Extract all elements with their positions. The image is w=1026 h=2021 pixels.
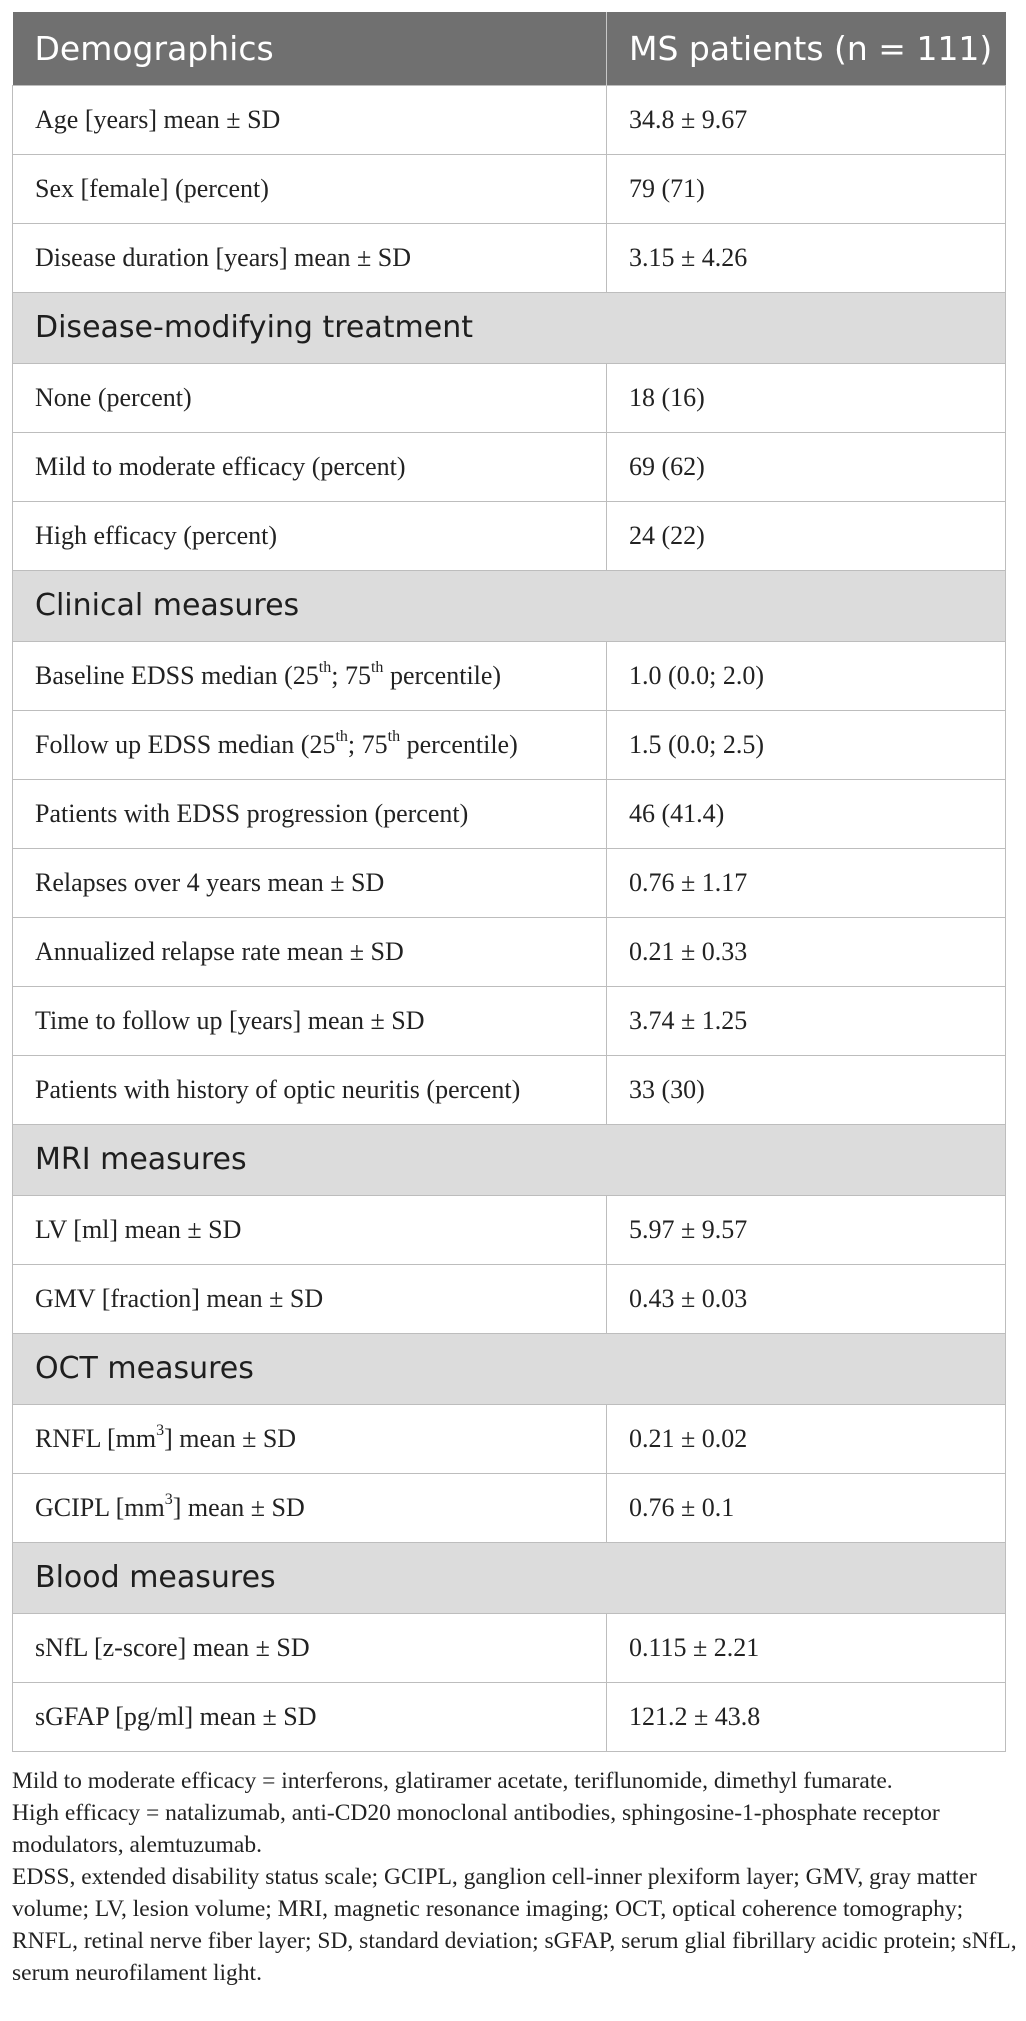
label-text: percentile) [400, 729, 518, 759]
row-label: Mild to moderate efficacy (percent) [13, 432, 607, 501]
superscript: th [318, 658, 332, 676]
label-text: ; 75 [347, 729, 388, 759]
row-value: 34.8 ± 9.67 [607, 85, 1006, 154]
row-value: 5.97 ± 9.57 [607, 1195, 1006, 1264]
table-row [13, 1264, 1006, 1333]
row-label: sNfL [z-score] mean ± SD [13, 1613, 607, 1682]
row-value: 3.74 ± 1.25 [607, 986, 1006, 1055]
table-row [13, 1404, 1006, 1473]
section-header-row [13, 1124, 1006, 1195]
row-label: Relapses over 4 years mean ± SD [13, 848, 607, 917]
table-row [13, 1613, 1006, 1682]
row-label [13, 641, 607, 710]
section-header-row [13, 570, 1006, 641]
table-row [13, 1055, 1006, 1124]
row-value: 46 (41.4) [607, 779, 1006, 848]
row-label: Time to follow up [years] mean ± SD [13, 986, 607, 1055]
label-text: ] mean ± SD [172, 1492, 305, 1522]
row-label: LV [ml] mean ± SD [13, 1195, 607, 1264]
label-text: GCIPL [mm [35, 1492, 165, 1522]
row-value: 79 (71) [607, 154, 1006, 223]
superscript: 3 [164, 1490, 173, 1508]
row-label [13, 1404, 607, 1473]
table-row [13, 848, 1006, 917]
row-label: Patients with history of optic neuritis (percent) [13, 1055, 607, 1124]
row-label: sGFAP [pg/ml] mean ± SD [13, 1682, 607, 1751]
table-row [13, 710, 1006, 779]
table-row [13, 1682, 1006, 1751]
header-demographics: Demographics [13, 12, 607, 85]
row-value: 1.0 (0.0; 2.0) [607, 641, 1006, 710]
row-value: 0.43 ± 0.03 [607, 1264, 1006, 1333]
footnote: EDSS, extended disability status scale; GCIPL, ganglion cell-inner plexiform layer; GMV, gray matter volume; LV, lesion volume; MRI, magnetic resonance imaging; OCT, optical coherence tomography; RNFL, retinal nerve fiber layer; SD, standard deviation; sGFAP, serum glial fibrillary acidic protein; sNfL, serum neurofilament light. [12, 1864, 1017, 1986]
section-label: Blood measures [13, 1542, 1006, 1613]
row-value: 0.115 ± 2.21 [607, 1613, 1006, 1682]
row-label [13, 710, 607, 779]
row-label: Sex [female] (percent) [13, 154, 607, 223]
label-text: Follow up EDSS median (25 [35, 729, 336, 759]
section-header-row [13, 1542, 1006, 1613]
label-text: RNFL [mm [35, 1423, 157, 1453]
row-label: Disease duration [years] mean ± SD [13, 223, 607, 292]
row-label: Patients with EDSS progression (percent) [13, 779, 607, 848]
superscript: th [335, 727, 348, 745]
table-header-row [13, 12, 1006, 85]
table-row [13, 641, 1006, 710]
row-value: 0.76 ± 1.17 [607, 848, 1006, 917]
table-body [13, 85, 1006, 1751]
label-text: Baseline EDSS median (25 [35, 660, 319, 690]
row-value: 1.5 (0.0; 2.5) [607, 710, 1006, 779]
row-label: Age [years] mean ± SD [13, 85, 607, 154]
row-label [13, 1473, 607, 1542]
row-value: 33 (30) [607, 1055, 1006, 1124]
table-row [13, 85, 1006, 154]
row-value: 0.76 ± 0.1 [607, 1473, 1006, 1542]
table-row [13, 917, 1006, 986]
row-value: 24 (22) [607, 501, 1006, 570]
row-label: Annualized relapse rate mean ± SD [13, 917, 607, 986]
section-label: Disease-modifying treatment [13, 292, 1006, 363]
row-label: High efficacy (percent) [13, 501, 607, 570]
table-row [13, 223, 1006, 292]
section-header-row [13, 292, 1006, 363]
section-label: OCT measures [13, 1333, 1006, 1404]
row-value: 121.2 ± 43.8 [607, 1682, 1006, 1751]
table-row [13, 1195, 1006, 1264]
table-row [13, 986, 1006, 1055]
section-label: Clinical measures [13, 570, 1006, 641]
row-value: 3.15 ± 4.26 [607, 223, 1006, 292]
label-text: ; 75 [331, 660, 371, 690]
row-value: 0.21 ± 0.02 [607, 1404, 1006, 1473]
superscript: th [370, 658, 384, 676]
footnote: High efficacy = natalizumab, anti-CD20 monoclonal antibodies, sphingosine-1-phosphate receptor modulators, alemtuzumab. [12, 1800, 940, 1858]
row-label: GMV [fraction] mean ± SD [13, 1264, 607, 1333]
row-value: 18 (16) [607, 363, 1006, 432]
table-row [13, 154, 1006, 223]
table-row [13, 501, 1006, 570]
row-label: None (percent) [13, 363, 607, 432]
superscript: th [387, 727, 401, 745]
label-text: ] mean ± SD [164, 1423, 297, 1453]
header-ms-patients: MS patients (n = 111) [607, 12, 1006, 85]
demographics-table [12, 12, 1006, 1752]
footnote: Mild to moderate efficacy = interferons, glatiramer acetate, teriflunomide, dimethyl fumarate. [12, 1768, 893, 1794]
demographics-table-container [12, 12, 1005, 1752]
table-row [13, 1473, 1006, 1542]
row-value: 69 (62) [607, 432, 1006, 501]
table-footnotes [12, 1765, 1017, 1989]
row-value: 0.21 ± 0.33 [607, 917, 1006, 986]
table-row [13, 432, 1006, 501]
superscript: 3 [156, 1421, 165, 1439]
section-header-row [13, 1333, 1006, 1404]
label-text: percentile) [383, 660, 502, 690]
section-label: MRI measures [13, 1124, 1006, 1195]
table-row [13, 779, 1006, 848]
table-row [13, 363, 1006, 432]
